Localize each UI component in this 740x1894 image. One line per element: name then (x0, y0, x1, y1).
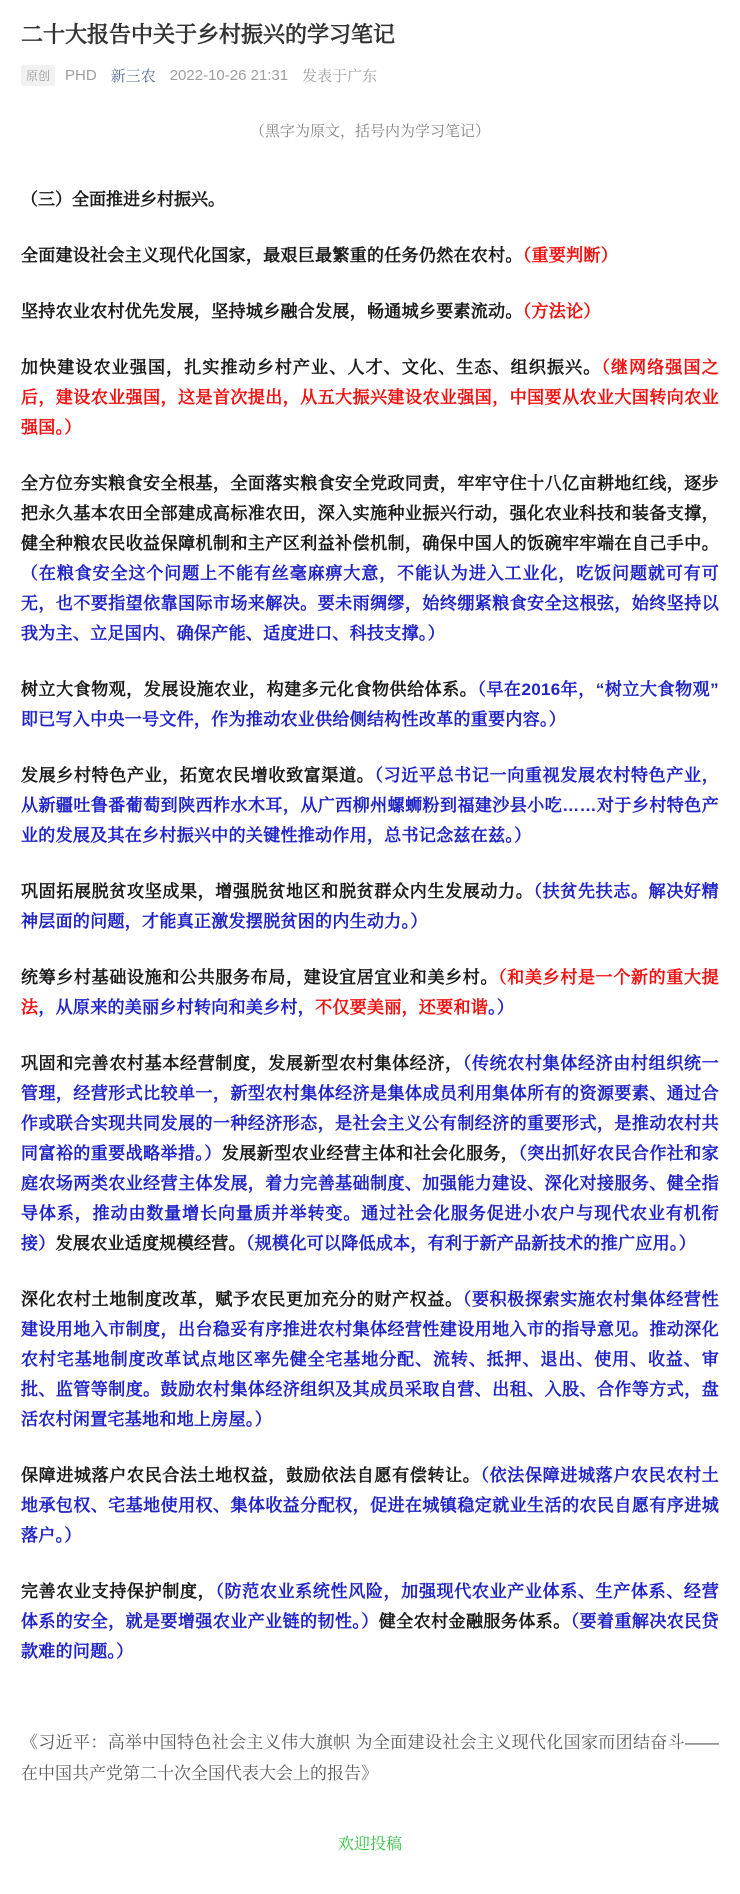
text-segment-black: 统筹乡村基础设施和公共服务布局，建设宜居宜业和美乡村。 (21, 967, 499, 987)
text-segment-black: 深化农村土地制度改革，赋予农民更加充分的财产权益。 (21, 1289, 463, 1309)
text-segment-black: 发展新型农业经营主体和社会化服务， (221, 1143, 519, 1163)
paragraph (21, 1577, 719, 1667)
section-heading: （三）全面推进乡村振兴。 (21, 189, 225, 209)
text-segment-black: 树立大食物观，发展设施农业，构建多元化食物供给体系。 (21, 679, 478, 699)
article-paragraphs (21, 241, 719, 1667)
text-segment-red: （重要判断） (522, 245, 619, 265)
text-segment-black: 加快建设农业强国，扎实推动乡村产业、人才、文化、生态、组织振兴。 (21, 357, 602, 377)
text-segment-black: 发展农业适度规模经营。 (55, 1233, 246, 1253)
text-segment-black: 全方位夯实粮食安全根基，全面落实粮食安全党政同责，牢牢守住十八亿亩耕地红线，逐步把永久基本农田全部建成高标准农田，深入实施种业振兴行动，强化农业科技和装备支撑，健全种粮农民收益保障机制和主产区利益补偿机制，确保中国人的饭碗牢牢端在自己手中。 (21, 473, 719, 553)
text-segment-blue: （防范农业系统性风险，加强现代农业产业体系、生产体系、经营体系的安全，就是要增强农业产业链的韧性。） (21, 1581, 719, 1631)
text-segment-black: 发展乡村特色产业，拓宽农民增收致富渠道。 (21, 765, 375, 785)
text-segment-black: 坚持农业农村优先发展，坚持城乡融合发展，畅通城乡要素流动。 (21, 301, 523, 321)
original-badge: 原创 (21, 65, 55, 86)
paragraph (21, 877, 719, 937)
text-segment-black: 完善农业支持保护制度， (21, 1581, 216, 1601)
text-segment-black: 巩固拓展脱贫攻坚成果，增强脱贫地区和脱贫群众内生发展动力。 (21, 881, 534, 901)
paragraph (21, 1461, 719, 1551)
submit-row (21, 1831, 719, 1854)
text-segment-blue: （习近平总书记一向重视发展农村特色产业，从新疆吐鲁番葡萄到陕西柞水木耳，从广西柳州螺蛳粉到福建沙县小吃……对于乡村特色产业的发展及其在乡村振兴中的关键性推动作用，总书记念兹在兹。） (21, 765, 720, 845)
text-segment-red: （和美乡村是一个新的重大提法 (21, 967, 719, 1017)
byline (21, 65, 719, 86)
text-segment-blue: （早在2016年，“树立大食物观”即已写入中央一号文件，作为推动农业供给侧结构性改革的重要内容。） (21, 679, 719, 729)
text-segment-blue: （在粮食安全这个问题上不能有丝毫麻痹大意，不能认为进入工业化，吃饭问题就可有可无，也不要指望依靠国际市场来解决。要未雨绸缪，始终绷紧粮食安全这根弦，始终坚持以我为主、立足国内、确保产能、适度进口、科技支撑。） (21, 563, 719, 643)
paragraph (21, 761, 719, 851)
text-segment-red: 不仅要美丽，还要和谐 (315, 997, 489, 1017)
publish-timestamp: 2022-10-26 21:31 (169, 66, 289, 84)
publish-location: 发表于广东 (302, 67, 378, 85)
text-segment-blue: （要着重解决农民贷款难的问题。） (21, 1611, 719, 1661)
legend-note: （黑字为原文，括号内为学习笔记） (249, 122, 490, 140)
text-segment-red: （方法论） (522, 301, 601, 321)
article-title: 二十大报告中关于乡村振兴的学习笔记 (21, 22, 396, 47)
text-segment-blue: 。） (488, 997, 515, 1017)
paragraph (21, 675, 719, 735)
paragraph (21, 297, 719, 327)
text-segment-blue: （传统农村集体经济由村组织统一管理，经营形式比较单一，新型农村集体经济是集体成员利用集体所有的资源要素、通过合作或联合实现共同发展的一种经济形态，是社会主义公有制经济的重要形式，是推动农村共同富裕的重要战略举措。） (21, 1053, 720, 1163)
paragraph (21, 1049, 719, 1259)
text-segment-black: 保障进城落户农民合法土地权益，鼓励依法自愿有偿转让。 (21, 1465, 481, 1485)
text-segment-black: 全面建设社会主义现代化国家，最艰巨最繁重的任务仍然在农村。 (21, 245, 523, 265)
text-segment-black: 健全农村金融服务体系。 (378, 1611, 571, 1631)
text-segment-blue: （依法保障进城落户农民农村土地承包权、宅基地使用权、集体收益分配权，促进在城镇稳定就业生活的农民自愿有序进城落户。） (21, 1465, 719, 1545)
paragraph (21, 353, 719, 443)
account-link[interactable]: 新三农 (110, 67, 156, 85)
paragraph (21, 241, 719, 271)
paragraph (21, 963, 719, 1023)
text-segment-blue: ，从原来的美丽乡村转向和美乡村， (38, 997, 316, 1017)
text-segment-blue: （扶贫先扶志。解决好精神层面的问题，才能真正激发摆脱贫困的内生动力。） (21, 881, 719, 931)
text-segment-blue: （规模化可以降低成本，有利于新产品新技术的推广应用。） (245, 1233, 697, 1253)
submit-contribution-link[interactable]: 欢迎投稿 (337, 1835, 402, 1853)
paragraph (21, 1285, 719, 1435)
author-name: PHD (65, 66, 97, 84)
text-segment-blue: （突出抓好农民合作社和家庭农场两类农业经营主体发展，着力完善基础制度、加强能力建设、深化对接服务、健全指导体系，推动由数量增长向量质并举转变。通过社会化服务促进小农户与现代农业有机衔接） (21, 1143, 719, 1253)
source-citation: 《习近平：高举中国特色社会主义伟大旗帜 为全面建设社会主义现代化国家而团结奋斗——在中国共产党第二十次全国代表大会上的报告》 (21, 1732, 719, 1783)
text-segment-red: （继网络强国之后，建设农业强国，这是首次提出，从五大振兴建设农业强国，中国要从农业大国转向农业强国。） (21, 357, 719, 437)
text-segment-black: 巩固和完善农村基本经营制度，发展新型农村集体经济， (21, 1053, 463, 1073)
paragraph (21, 469, 719, 649)
text-segment-blue: （要积极探索实施农村集体经营性建设用地入市制度，出台稳妥有序推进农村集体经营性建设用地入市的指导意见。推动深化农村宅基地制度改革试点地区率先健全宅基地分配、流转、抵押、退出、使用、收益、审批、监管等制度。鼓励农村集体经济组织及其成员采取自营、出租、入股、合作等方式，盘活农村闲置宅基地和地上房屋。） (21, 1289, 720, 1429)
